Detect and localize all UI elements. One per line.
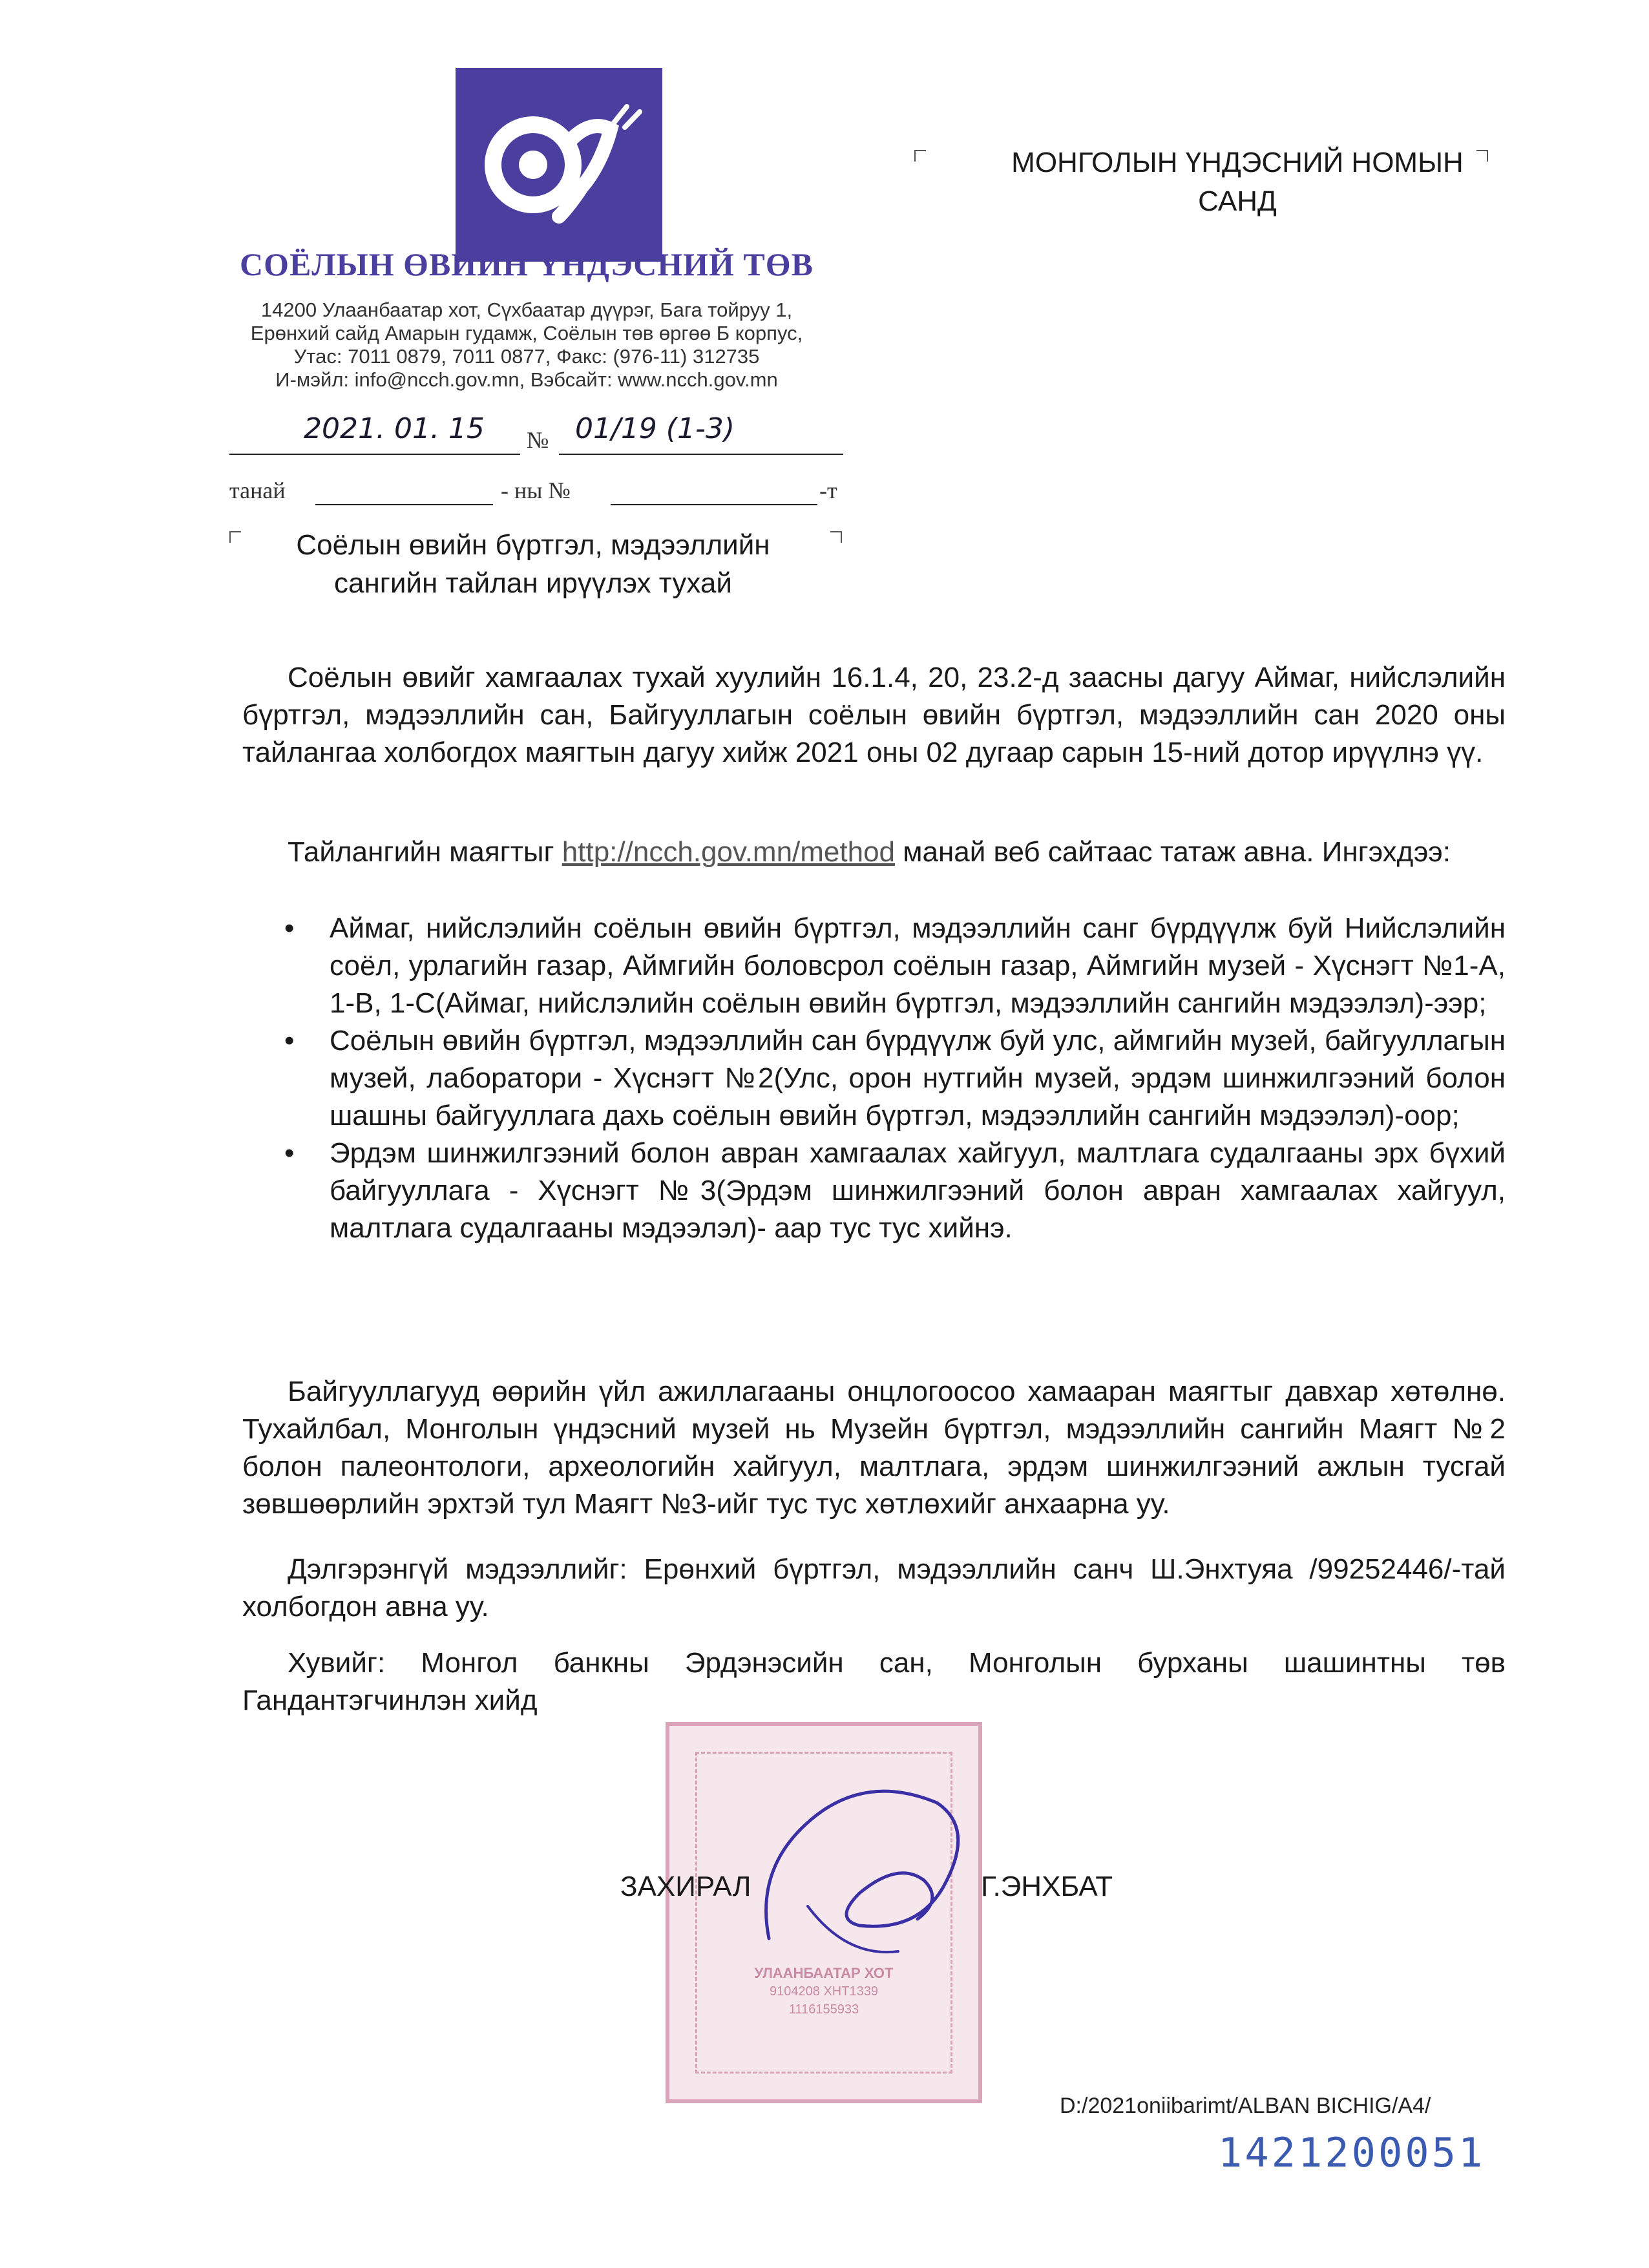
body-paragraph-1: Соёлын өвийг хамгаалах тухай хуулийн 16.1.4, 20, 23.2-д заасны дагуу Аймаг, нийслэлийн бүртгэл, мэдээллийн сан, Байгууллагын соёлын өвийн бүртгэл, мэдээллийн сан 2020 оны тайлангаа холбогдох маягтын дагуу хийж 2021 оны 02 дугаар сарын 15-ний дотор ирүүлнэ үү.	[242, 662, 1506, 768]
registration-number: 1421200051	[1218, 2129, 1486, 2176]
stamp-code: 9104208 ХНТ1339	[770, 1984, 878, 1999]
date-underline	[229, 452, 520, 455]
body-paragraph-2	[242, 834, 1506, 871]
address-line-1: 14200 Улаанбаатар хот, Сүхбаатар дүүрэг, Бага тойруу 1,	[260, 299, 793, 321]
paragraph-2-intro: Тайлангийн маягтыг	[288, 836, 554, 868]
list-item: • Соёлын өвийн бүртгэл, мэдээллийн сан бүрдүүлж буй улс, аймгийн музей, байгууллагын музей, лаборатори - Хүснэгт №2(Улс, орон нутгийн музей, эрдэм шинжилгээний болон шашны байгууллага дахь соёлын өвийн бүртгэл, мэдээллийн сангийн мэдээлэл)-оор;	[284, 1022, 1506, 1135]
organization-logo	[456, 68, 662, 262]
subject-line-1: Соёлын өвийн бүртгэл, мэдээллийн	[296, 529, 770, 561]
your-ref-number-line	[611, 503, 817, 505]
your-ref-label: танай	[229, 478, 286, 503]
address-line-3: Утас: 7011 0879, 7011 0877, Факс: (976-11) 312735	[293, 345, 760, 368]
recipient-line-1: МОНГОЛЫН ҮНДЭСНИЙ НОМЫН	[1011, 147, 1464, 178]
body-paragraph-3: Байгууллагууд өөрийн үйл ажиллагааны онцлогоосоо хамааран маягтыг давхар хөтөлнө. Тухайлбал, Монголын үндэсний музей нь Музейн бүртгэл, мэдээллийн сангийн Маягт №2 болон палеонтологи, археологийн хайгуул, малтлага, эрдэм шинжилгээний ажлын тусгай зөвшөөрлийн эрхтэй тул Маягт №3-ийг тус тус хөтлөхийг анхаарна уу.	[242, 1376, 1506, 1520]
stamp-city: УЛААНБААТАР ХОТ	[754, 1965, 894, 1981]
subject-corner-right	[830, 531, 842, 543]
letter-date: 2021. 01. 15	[304, 412, 485, 445]
list-item: • Аймаг, нийслэлийн соёлын өвийн бүртгэл, мэдээллийн санг бүрдүүлж буй Нийслэлийн соёл, урлагийн газар, Аймгийн боловсрол соёлын газар, Аймгийн музей - Хүснэгт №1-А, 1-В, 1-С(Аймаг, нийслэлийн соёлын өвийн бүртгэл, мэдээллийн сангийн мэдээлэл)-ээр;	[284, 910, 1506, 1022]
method-link[interactable]: http://ncch.gov.mn/method	[562, 836, 896, 868]
paragraph-2-rest: манай веб сайтаас татаж авна. Ингэхдээ:	[903, 836, 1451, 868]
number-sign: №	[527, 427, 549, 453]
address-line-4: И-мэйл: info@ncch.gov.mn, Вэбсайт: www.ncch.gov.mn	[275, 368, 778, 391]
organization-name: СОЁЛЫН ӨВИЙН ҮНДЭСНИЙ ТӨВ	[240, 246, 814, 282]
subject-line-2: сангийн тайлан ирүүлэх тухай	[334, 567, 732, 599]
handwritten-signature	[730, 1745, 1002, 1971]
your-ref-number-label: - ны №	[501, 478, 571, 503]
body-paragraph-5: Хувийг: Монгол банкны Эрдэнэсийн сан, Монголын бурханы шашинтны төв Гандантэгчинлэн хийд	[242, 1647, 1506, 1716]
signatory-name: Г.ЭНХБАТ	[981, 1871, 1113, 1902]
logo-mark-icon	[456, 68, 662, 262]
recipient-corner-left	[914, 150, 926, 162]
stamp-code: 1116155933	[788, 2002, 859, 2017]
your-ref-date-line	[315, 503, 493, 505]
number-underline	[559, 452, 843, 455]
form-bullet-list	[284, 910, 1506, 1247]
list-item: • Эрдэм шинжилгээний болон авран хамгаалах хайгуул, малтлага судалгааны эрх бүхий байгууллага - Хүснэгт №3(Эрдэм шинжилгээний болон авран хамгаалах хайгуул, малтлага судалгааны мэдээлэл)- аар тус тус хийнэ.	[284, 1135, 1506, 1247]
signatory-title: ЗАХИРАЛ	[620, 1871, 751, 1902]
letter-number: 01/19 (1-3)	[575, 412, 735, 445]
file-path: D:/2021oniibarimt/ALBAN BICHIG/A4/	[1060, 2094, 1431, 2118]
recipient-line-2: САНД	[1198, 185, 1277, 217]
your-ref-suffix: -т	[819, 478, 837, 503]
subject-corner-left	[229, 531, 241, 543]
address-line-2: Ерөнхий сайд Амарын гудамж, Соёлын төв өргөө Б корпус,	[250, 322, 803, 344]
body-paragraph-4: Дэлгэрэнгүй мэдээллийг: Ерөнхий бүртгэл, мэдээллийн санч Ш.Энхтуяа /99252446/-тай холбогдон авна уу.	[242, 1553, 1506, 1622]
